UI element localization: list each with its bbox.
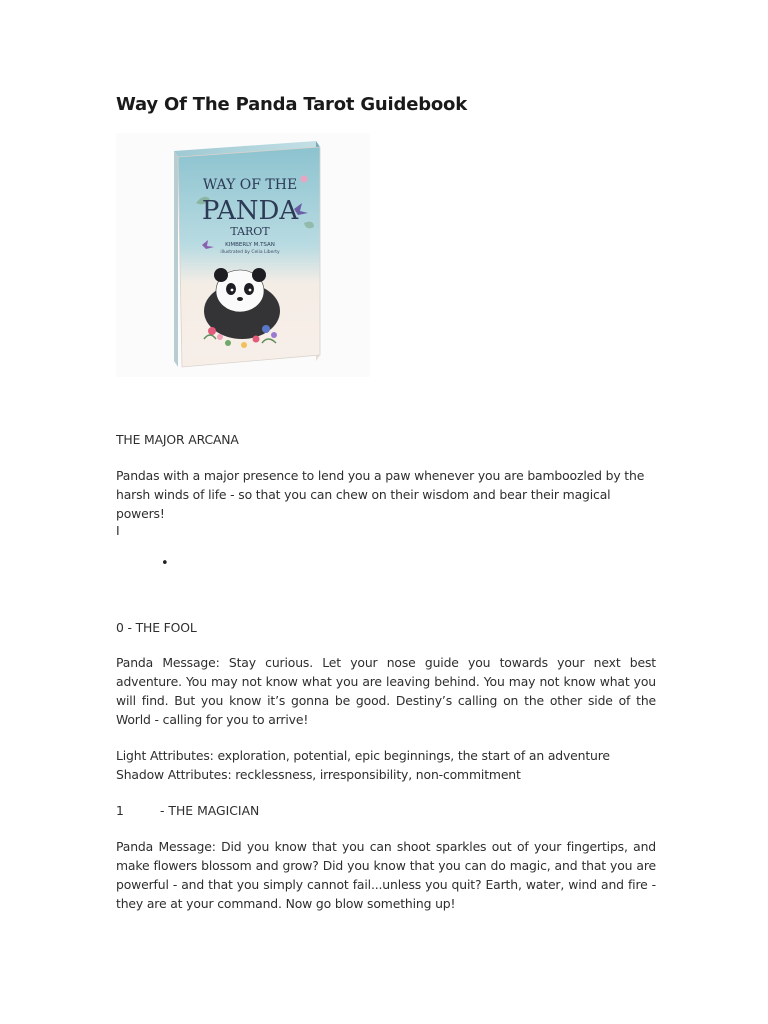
roman-numeral: I (116, 523, 120, 538)
magician-message: Panda Message: Did you know that you can shoot sparkles out of your fingertips, and make flowers blossom and grow? Did you know that you can do magic, and that you are powerful - and that you simply cannot fail...unless you quit? Earth, water, wind and fire - they are at your command. Now go blow something up! (116, 839, 656, 911)
cover-illustrator: illustrated by Celia Liberty (220, 250, 280, 255)
cover-line1: WAY OF THE (202, 177, 298, 193)
magician-title: - THE MAGICIAN (160, 803, 260, 818)
cover-line2: PANDA (201, 196, 299, 226)
intro-paragraph: Pandas with a major presence to lend you a paw whenever you are bamboozled by the harsh winds of life - so that you can chew on their wisdom and bear their magical powers! (116, 468, 645, 521)
magician-number: 1 (116, 803, 124, 818)
magician-heading (116, 801, 259, 820)
cover-line3: TAROT (230, 225, 270, 238)
fool-heading: 0 - THE FOOL (116, 620, 197, 635)
fool-message: Panda Message: Stay curious. Let your nose guide you towards your next best adventure. You may not know what you are leaving behind. You may not know what you will find. But you know it’s gonna be good. Destiny’s calling on the other side of the World - calling for you to arrive! (116, 655, 656, 727)
fool-attributes: Light Attributes: exploration, potential, epic beginnings, the start of an adventure Shadow Attributes: recklessness, irresponsibility, non-commitment (116, 748, 610, 782)
document-title: Way Of The Panda Tarot Guidebook (116, 94, 467, 115)
tarot-box-image (116, 133, 370, 377)
list-bullet: • (161, 556, 169, 571)
section-heading: THE MAJOR ARCANA (116, 432, 239, 447)
cover-author: KIMBERLY M.TSAN (225, 242, 275, 248)
